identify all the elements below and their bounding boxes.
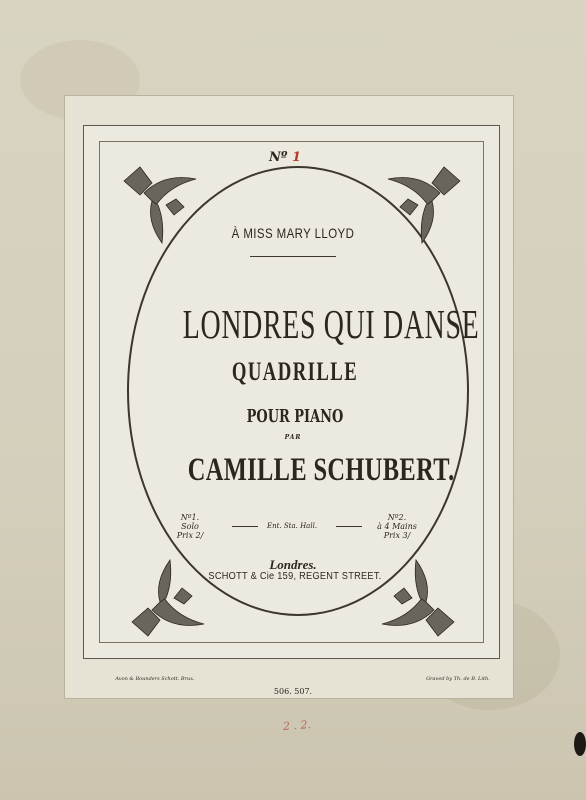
sheet-number-value: 1	[291, 150, 301, 165]
plate-numbers: 506. 507.	[273, 687, 313, 696]
edition-solo-price: Prix 2/	[176, 531, 204, 540]
edition-solo-number: Nº1.	[180, 513, 200, 522]
dedication: À MISS MARY LLOYD	[231, 225, 355, 241]
edition-four-hands	[373, 513, 421, 540]
sheet-number-prefix: Nº	[269, 150, 288, 165]
page-title: LONDRES QUI DANSE	[182, 301, 480, 347]
composer-name: CAMILLE SCHUBERT.	[187, 452, 455, 488]
sheet-number	[265, 150, 305, 165]
subtitle: QUADRILLE	[231, 357, 359, 386]
dedication-rule	[250, 256, 336, 257]
edition-four-hands-price: Prix 3/	[383, 531, 411, 540]
publisher: SCHOTT & Cie 159, REGENT STREET.	[208, 571, 382, 582]
corner-ornament-top-right	[376, 157, 466, 247]
entered-rule-right	[336, 526, 362, 527]
corner-ornament-bottom-right	[370, 556, 460, 646]
by-label: PAR	[284, 434, 302, 441]
red-stamp: 2 . 2.	[282, 718, 312, 733]
engraver-credit: Avon & Bounders Schott. Brux.	[115, 676, 195, 682]
printer-credit: Graved by Th. de B. Lith.	[426, 676, 490, 682]
instrument: POUR PIANO	[246, 406, 344, 427]
edition-solo-type: Solo	[181, 522, 199, 531]
ink-blot	[574, 732, 586, 756]
edition-four-hands-number: Nº2.	[387, 513, 407, 522]
edition-four-hands-type: à 4 Mains	[377, 522, 417, 531]
entered-stationers-hall: Ent. Sta. Hall.	[266, 522, 318, 530]
city: Londres.	[269, 557, 317, 572]
edition-solo	[166, 513, 214, 540]
corner-ornament-top-left	[118, 157, 208, 247]
corner-ornament-bottom-left	[126, 556, 216, 646]
